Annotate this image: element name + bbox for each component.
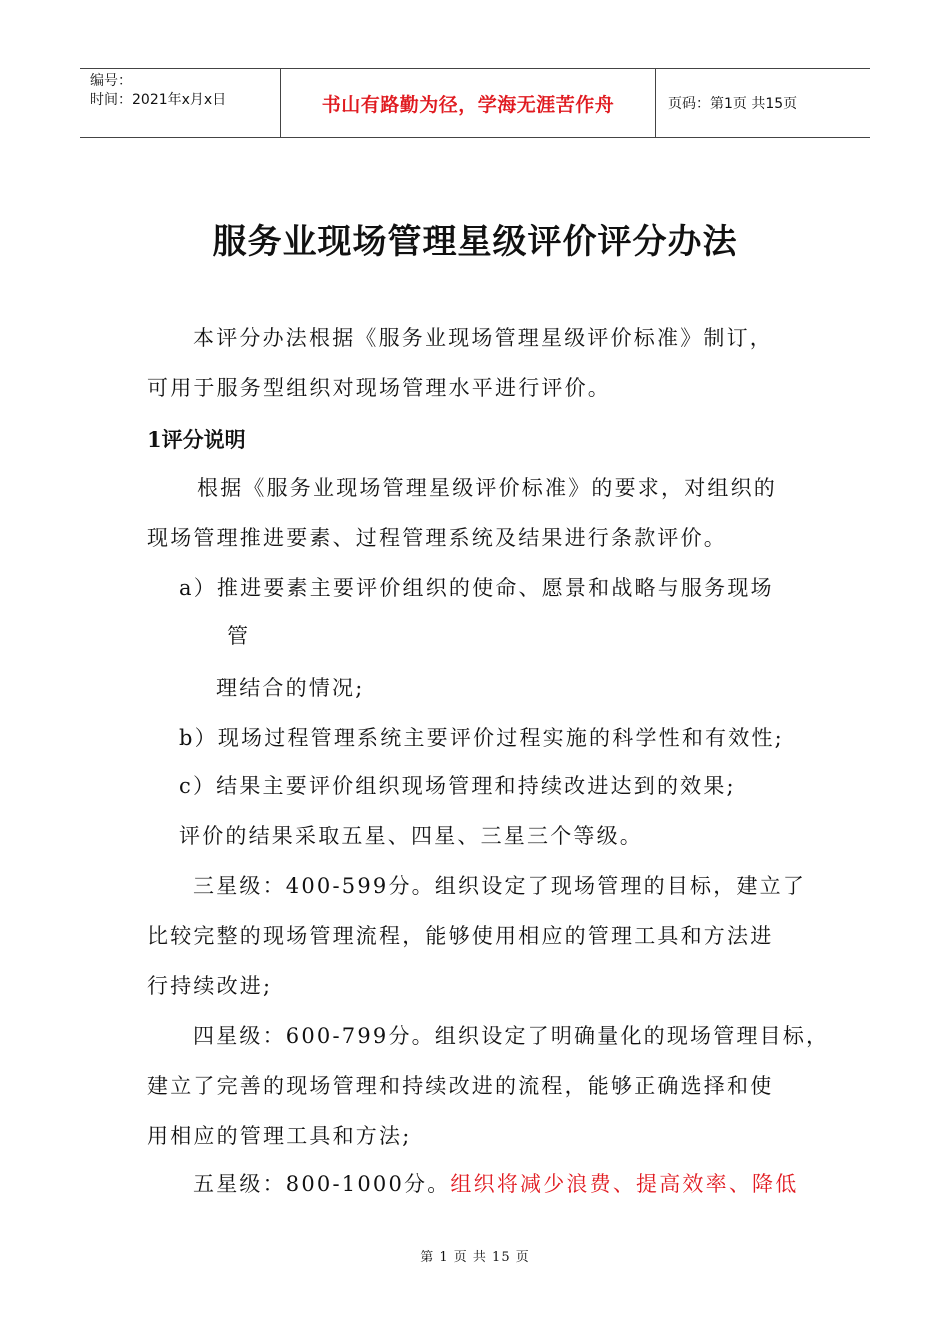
item-c: c）结果主要评价组织现场管理和持续改进达到的效果; [179, 774, 736, 798]
three-star-line-3: 行持续改进; [147, 974, 273, 998]
page-header [80, 68, 870, 138]
intro-line-2: 可用于服务型组织对现场管理水平进行评价。 [147, 376, 611, 400]
five-star-highlight: 组织将减少浪费、提高效率、降低 [450, 1172, 799, 1196]
four-star-line-1: 四星级：600-799分。组织设定了明确量化的现场管理目标， [193, 1024, 830, 1048]
header-page-info: 页码：第1页 共15页 [668, 96, 798, 112]
paragraph-1-line-1: 根据《服务业现场管理星级评价标准》的要求，对组织的 [197, 476, 777, 500]
item-a-line-1: a）推进要素主要评价组织的使命、愿景和战略与服务现场 [179, 576, 774, 600]
item-a-line-3: 理结合的情况; [216, 676, 365, 700]
intro-line-1: 本评分办法根据《服务业现场管理星级评价标准》制订， [193, 326, 773, 350]
five-star-score: 五星级：800-1000分。 [193, 1172, 451, 1196]
number-label: 编号： [90, 73, 132, 89]
header-motto: 书山有路勤为径，学海无涯苦作舟 [281, 69, 656, 137]
section-heading-1: 1评分说明 [147, 427, 246, 452]
time-label: 时间：2021年x月x日 [90, 92, 227, 108]
item-a-line-2: 管 [227, 624, 251, 648]
grades-line: 评价的结果采取五星、四星、三星三个等级。 [179, 824, 643, 848]
paragraph-1-line-2: 现场管理推进要素、过程管理系统及结果进行条款评价。 [147, 526, 727, 550]
five-star-line-1 [193, 1168, 798, 1198]
document-title: 服务业现场管理星级评价评分办法 [212, 222, 738, 262]
header-meta [80, 69, 281, 137]
three-star-line-1: 三星级：400-599分。组织设定了现场管理的目标，建立了 [193, 874, 807, 898]
three-star-line-2: 比较完整的现场管理流程，能够使用相应的管理工具和方法进 [147, 924, 774, 948]
four-star-line-2: 建立了完善的现场管理和持续改进的流程，能够正确选择和使 [147, 1074, 774, 1098]
item-b: b）现场过程管理系统主要评价过程实施的科学性和有效性; [179, 726, 784, 750]
four-star-line-3: 用相应的管理工具和方法; [147, 1124, 412, 1148]
page-footer: 第 1 页 共 15 页 [420, 1250, 530, 1265]
